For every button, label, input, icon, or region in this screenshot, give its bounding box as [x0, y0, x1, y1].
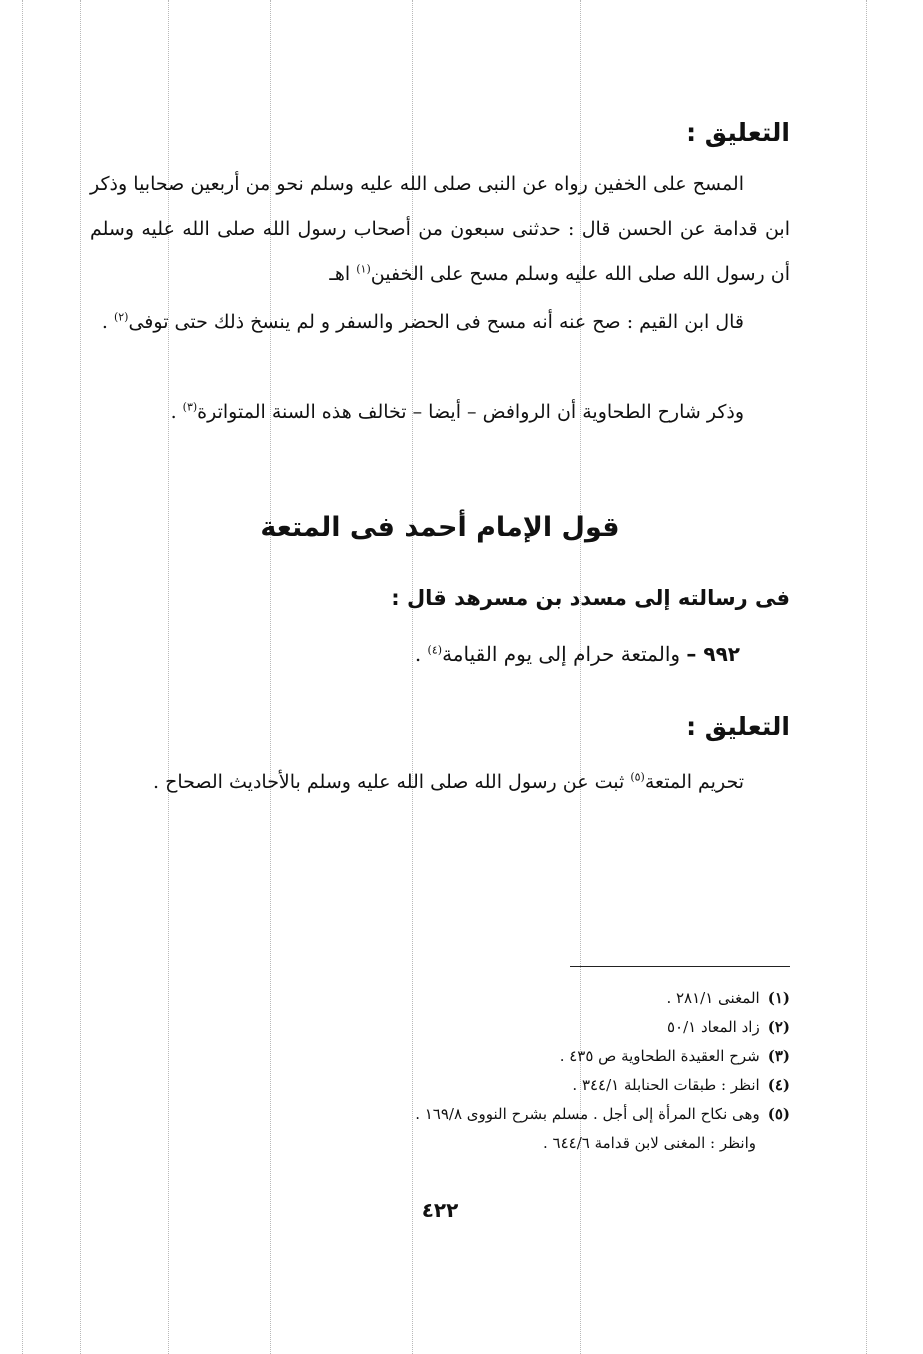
- footnote-text: زاد المعاد ٥٠/١: [666, 1018, 760, 1036]
- paragraph-3-tail: .: [170, 401, 183, 423]
- paragraph-2-tail: .: [101, 311, 114, 333]
- commentary-heading-1: التعليق :: [686, 118, 790, 147]
- commentary-heading-2: التعليق :: [686, 712, 790, 741]
- footnote-item: [90, 1100, 790, 1158]
- scan-artifact-line: [22, 0, 23, 1354]
- section-title: قول الإمام أحمد فى المتعة: [260, 512, 620, 543]
- footnote-ref-4: (٤): [427, 643, 443, 657]
- section-subtitle: فى رسالته إلى مسدد بن مسرهد قال :: [391, 586, 790, 610]
- footnote-mark: (١): [767, 989, 790, 1007]
- footnote-ref-1: (١): [356, 262, 371, 276]
- footnote-item: [90, 1042, 790, 1071]
- statement-text: والمتعة حرام إلى يوم القيامة: [442, 642, 687, 666]
- numbered-statement: [415, 642, 740, 666]
- commentary-paragraph-2: [90, 300, 790, 345]
- footnote-ref-2: (٢): [113, 310, 129, 324]
- footnote-item: [90, 984, 790, 1013]
- paragraph-3-text: وذكر شارح الطحاوية أن الروافض – أيضا – تخالف هذه السنة المتواترة: [197, 401, 744, 423]
- footnotes-list: [90, 984, 790, 1158]
- footnote-text: شرح العقيدة الطحاوية ص ٤٣٥ .: [559, 1047, 760, 1065]
- commentary-paragraph-4: [90, 760, 790, 805]
- footnote-mark: (٣): [767, 1047, 790, 1065]
- paragraph-1-tail: اهـ: [329, 263, 357, 285]
- commentary-paragraph-3: [90, 390, 790, 435]
- page-number: ٤٢٢: [421, 1198, 459, 1222]
- paragraph-2-text: قال ابن القيم : صح عنه أنه مسح فى الحضر والسفر و لم ينسخ ذلك حتى توفى: [128, 311, 744, 333]
- footnote-ref-5: (٥): [630, 770, 645, 784]
- footnote-separator: [570, 966, 790, 967]
- paragraph-1-text: المسح على الخفين رواه عن النبى صلى الله عليه وسلم نحو من أربعين صحابيا وذكر ابن قدامة عن الحسن قال : حدثنى سبعون من أصحاب رسول الله صلى الله عليه وسلم أن رسول الله صلى الله عليه وسلم مسح على الخفين: [90, 173, 790, 285]
- footnote-text: وهى نكاح المرأة إلى أجل . مسلم بشرح النووى ١٦٩/٨ .: [415, 1105, 760, 1123]
- footnote-text: المغنى ٢٨١/١ .: [666, 989, 760, 1007]
- commentary-paragraph-1: [90, 162, 790, 297]
- paragraph-4-lead: تحريم المتعة: [644, 771, 744, 793]
- scan-artifact-line: [80, 0, 81, 1354]
- statement-number: ٩٩٢ –: [686, 642, 740, 666]
- footnote-mark: (٤): [767, 1076, 790, 1094]
- paragraph-4-rest: ثبت عن رسول الله صلى الله عليه وسلم بالأحاديث الصحاح .: [153, 771, 631, 793]
- footnote-mark: (٢): [767, 1018, 790, 1036]
- scan-artifact-line: [866, 0, 867, 1354]
- footnote-continuation: وانظر : المغنى لابن قدامة ٦٤٤/٦ .: [543, 1134, 756, 1152]
- statement-tail: .: [414, 642, 428, 666]
- footnote-text: انظر : طبقات الحنابلة ٣٤٤/١ .: [572, 1076, 760, 1094]
- footnote-ref-3: (٣): [182, 400, 198, 414]
- footnote-item: [90, 1013, 790, 1042]
- footnote-mark: (٥): [767, 1105, 790, 1123]
- footnote-item: [90, 1071, 790, 1100]
